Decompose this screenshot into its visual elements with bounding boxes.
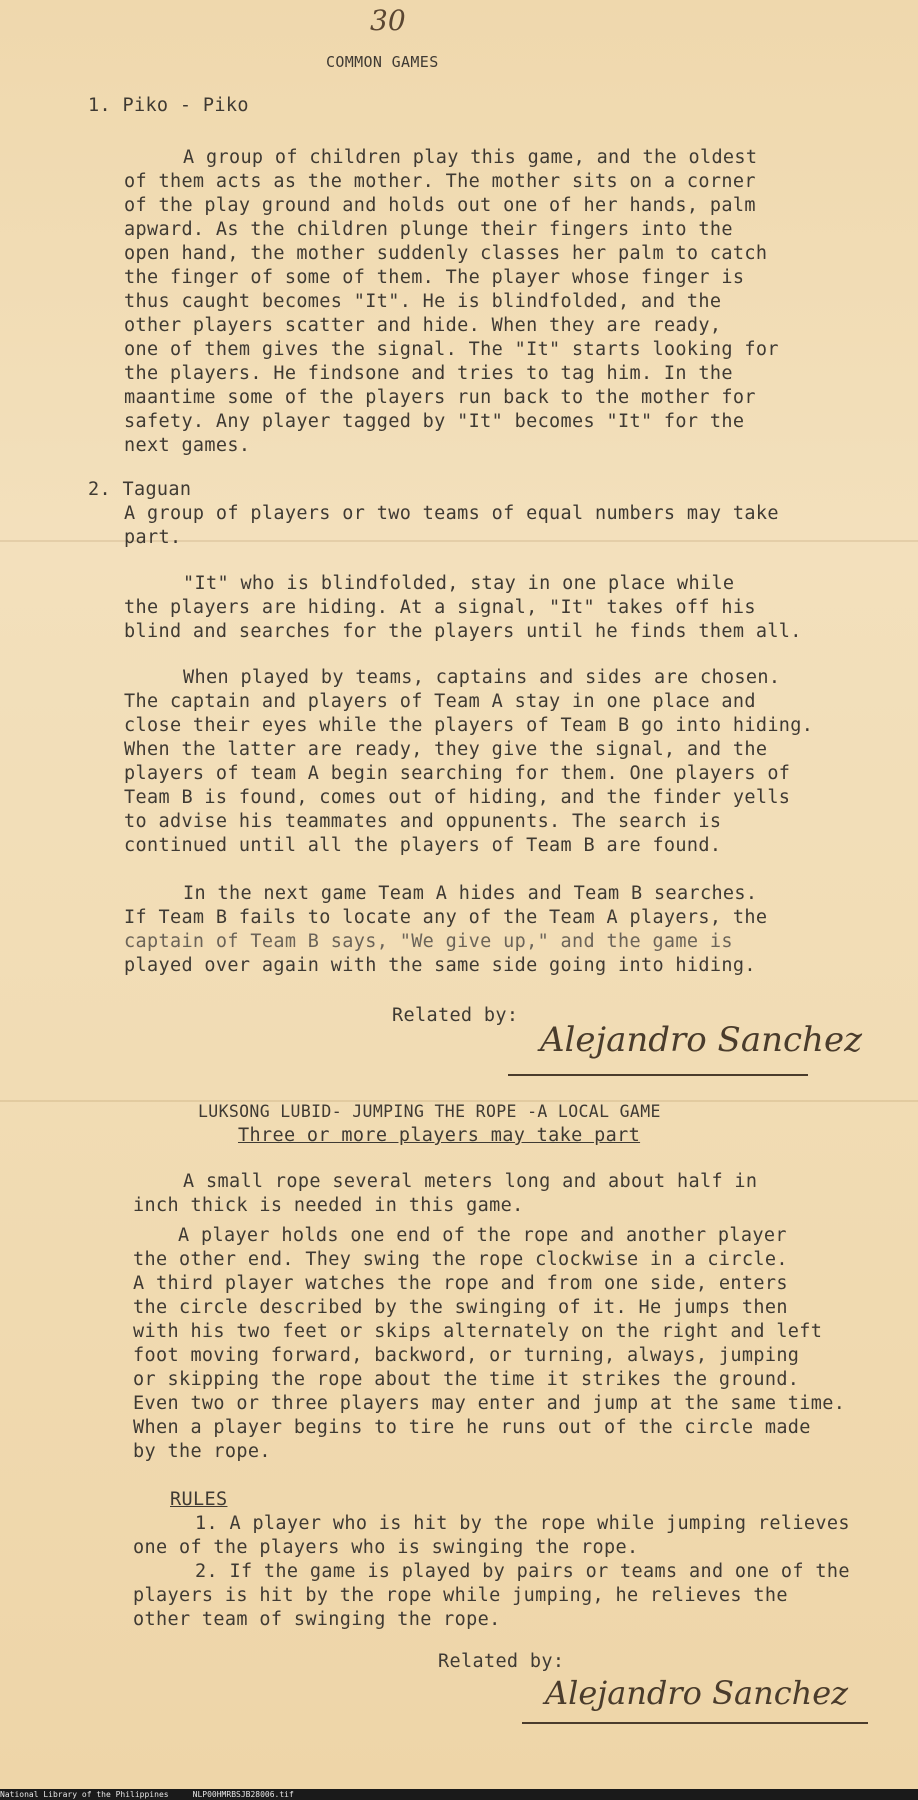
text-line: safety. Any player tagged by "It" becomes "It" for the (124, 411, 745, 432)
rule-item: one of the players who is swinging the rope. (133, 1537, 639, 1558)
text-line: the circle described by the swinging of it. He jumps then (133, 1297, 788, 1318)
related-by-label: Related by: (392, 1005, 519, 1026)
rule-item: other team of swinging the rope. (133, 1609, 501, 1630)
text-line: next games. (124, 435, 251, 456)
rule-item: 1. A player who is hit by the rope while jumping relieves (195, 1513, 850, 1534)
text-line: blind and searches for the players until he finds them all. (124, 621, 802, 642)
text-line: "It" who is blindfolded, stay in one place while (183, 573, 735, 594)
text-line: A group of children play this game, and the oldest (183, 147, 758, 168)
scan-footer: National Library of the Philippines NLP00HMRBSJB28006.tif (0, 1789, 918, 1800)
signature-line (508, 1074, 808, 1076)
rules-heading: RULES (170, 1489, 228, 1510)
page-title: COMMON GAMES (326, 53, 439, 71)
signature: Alejandro Sanchez (540, 1020, 862, 1060)
text-line: Even two or three players may enter and jump at the same time. (133, 1393, 846, 1414)
text-line: open hand, the mother suddenly classes her palm to catch (124, 243, 768, 264)
related-by-label: Related by: (438, 1651, 565, 1672)
text-line: with his two feet or skips alternately on the right and left (133, 1321, 823, 1342)
text-line: players of team A begin searching for them. One players of (124, 763, 791, 784)
text-line: In the next game Team A hides and Team B searches. (183, 883, 758, 904)
text-line: close their eyes while the players of Team B go into hiding. (124, 715, 814, 736)
text-line: other players scatter and hide. When they are ready, (124, 315, 722, 336)
text-line: When a player begins to tire he runs out of the circle made (133, 1417, 811, 1438)
text-line: of the play ground and holds out one of her hands, palm (124, 195, 756, 216)
text-line: foot moving forward, backword, or turning, always, jumping (133, 1345, 800, 1366)
text-line: the players are hiding. At a signal, "It" takes off his (124, 597, 756, 618)
text-line: of them acts as the mother. The mother sits on a corner (124, 171, 756, 192)
section-heading-taguan: 2. Taguan (88, 479, 192, 500)
section-subheading: Three or more players may take part (238, 1125, 641, 1146)
text-line: captain of Team B says, "We give up," and the game is (124, 931, 733, 952)
text-line: or skipping the rope about the time it strikes the ground. (133, 1369, 800, 1390)
text-line: played over again with the same side going into hiding. (124, 955, 756, 976)
text-line: to advise his teammates and oppunents. The search is (124, 811, 722, 832)
text-line: thus caught becomes "It". He is blindfolded, and the (124, 291, 722, 312)
signature: Alejandro Sanchez (545, 1674, 849, 1712)
signature-line (522, 1722, 868, 1724)
text-line: inch thick is needed in this game. (133, 1195, 524, 1216)
text-line: the finger of some of them. The player whose finger is (124, 267, 745, 288)
section-heading-piko: 1. Piko - Piko (88, 95, 249, 116)
text-line: If Team B fails to locate any of the Team A players, the (124, 907, 768, 928)
text-line: apward. As the children plunge their fingers into the (124, 219, 733, 240)
text-line: A player holds one end of the rope and another player (178, 1225, 787, 1246)
section-heading-luksong-lubid: LUKSONG LUBID- JUMPING THE ROPE -A LOCAL GAME (198, 1102, 661, 1121)
text-line: A third player watches the rope and from one side, enters (133, 1273, 788, 1294)
rule-item: 2. If the game is played by pairs or teams and one of the (195, 1561, 850, 1582)
text-line: one of them gives the signal. The "It" starts looking for (124, 339, 779, 360)
text-line: When the latter are ready, they give the signal, and the (124, 739, 768, 760)
text-line: maantime some of the players run back to the mother for (124, 387, 756, 408)
text-line: Team B is found, comes out of hiding, and the finder yells (124, 787, 791, 808)
text-line: The captain and players of Team A stay in one place and (124, 691, 756, 712)
text-line: by the rope. (133, 1441, 271, 1462)
text-line: the players. He findsone and tries to tag him. In the (124, 363, 733, 384)
text-line: A group of players or two teams of equal numbers may take (124, 503, 779, 524)
text-line: A small rope several meters long and about half in (183, 1171, 758, 1192)
text-line: When played by teams, captains and sides are chosen. (183, 667, 781, 688)
text-line: part. (124, 527, 182, 548)
text-line: the other end. They swing the rope clockwise in a circle. (133, 1249, 788, 1270)
text-line: continued until all the players of Team B are found. (124, 835, 722, 856)
rule-item: players is hit by the rope while jumping, he relieves the (133, 1585, 788, 1606)
page-number: 30 (370, 4, 406, 37)
